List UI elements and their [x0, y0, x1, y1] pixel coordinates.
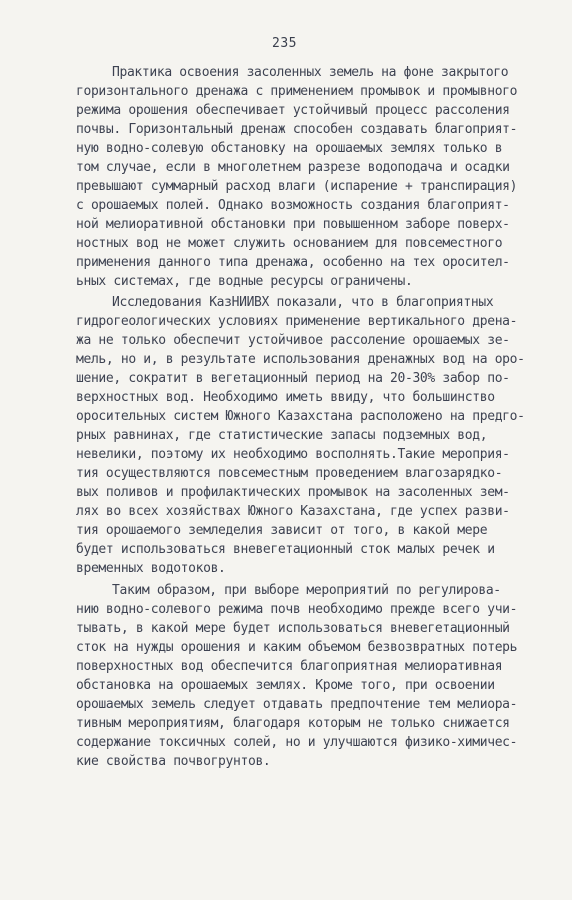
text-line: невелики, поэтому их необходимо восполнять.Такие мероприя- — [76, 447, 510, 462]
text-line: ную водно-солевую обстановку на орошаемых землях только в — [76, 141, 503, 156]
text-line: лях во всех хозяйствах Южного Казахстана, где успех разви- — [76, 504, 510, 519]
text-line: содержание токсичных солей, но и улучшаются физико-химичес- — [76, 735, 518, 750]
text-line: применения данного типа дренажа, особенно на тех оросител- — [76, 255, 510, 270]
text-line: жа не только обеспечит устойчивое рассоление орошаемых зе- — [76, 333, 510, 348]
text-line: нию водно-солевого режима почв необходимо прежде всего учи- — [76, 602, 518, 617]
text-line: гидрогеологических условиях применение вертикального дрена- — [76, 314, 518, 329]
text-line: сток на нужды орошения и каким объемом безвозвратных потерь — [76, 640, 518, 655]
text-line: рных равнинах, где статистические запасы подземных вод, — [76, 428, 488, 443]
text-line: режима орошения обеспечивает устойчивый процесс рассоления — [76, 103, 510, 118]
text-line: оросительных систем Южного Казахстана расположено на предго- — [76, 409, 525, 424]
text-line: мель, но и, в результате использования дренажных вод на оро- — [76, 352, 525, 367]
text-line: превышают суммарный расход влаги (испарение + транспирация) — [76, 179, 518, 194]
text-line: обстановка на орошаемых землях. Кроме того, при освоении — [76, 678, 495, 693]
text-line: орошаемых земель следует отдавать предпочтение тем мелиора- — [76, 697, 518, 712]
text-line: ностных вод не может служить основанием для повсеместного — [76, 236, 503, 251]
text-line: поверхностных вод обеспечится благоприятная мелиоративная — [76, 659, 503, 674]
text-line: горизонтального дренажа с применением промывок и промывного — [76, 84, 518, 99]
page-number: 235 — [272, 36, 297, 51]
text-line: тывать, в какой мере будет использоваться вневегетационный — [76, 621, 510, 636]
text-line: шение, сократит в вегетационный период на 20-30% забор по- — [76, 371, 510, 386]
text-line: тия орошаемого земледелия зависит от того, в какой мере — [76, 523, 488, 538]
text-line: Исследования КазНИИВХ показали, что в благоприятных — [112, 295, 494, 310]
text-line: Практика освоения засоленных земель на фоне закрытого — [112, 65, 509, 80]
text-line: том случае, если в многолетнем разрезе водоподача и осадки — [76, 160, 510, 175]
text-line: ной мелиоративной обстановки при повышенном заборе поверх- — [76, 217, 510, 232]
text-line: почвы. Горизонтальный дренаж способен создавать благоприят- — [76, 122, 518, 137]
text-line: вых поливов и профилактических промывок на засоленных зем- — [76, 485, 510, 500]
text-line: тивным мероприятиям, благодаря которым не только снижается — [76, 716, 510, 731]
text-line: ьных системах, где водные ресурсы ограничены. — [76, 274, 413, 289]
text-line: тия осуществляются повсеместным проведением влагозарядко- — [76, 466, 503, 481]
text-line: кие свойства почвогрунтов. — [76, 754, 271, 769]
text-line: с орошаемых полей. Однако возможность создания благоприят- — [76, 198, 510, 213]
text-line: будет использоваться вневегетационный сток малых речек и — [76, 542, 495, 557]
text-line: временных водотоков. — [76, 561, 226, 576]
text-line: верхностных вод. Необходимо иметь ввиду, что большинство — [76, 390, 495, 405]
text-line: Таким образом, при выборе мероприятий по регулирова- — [112, 583, 501, 598]
